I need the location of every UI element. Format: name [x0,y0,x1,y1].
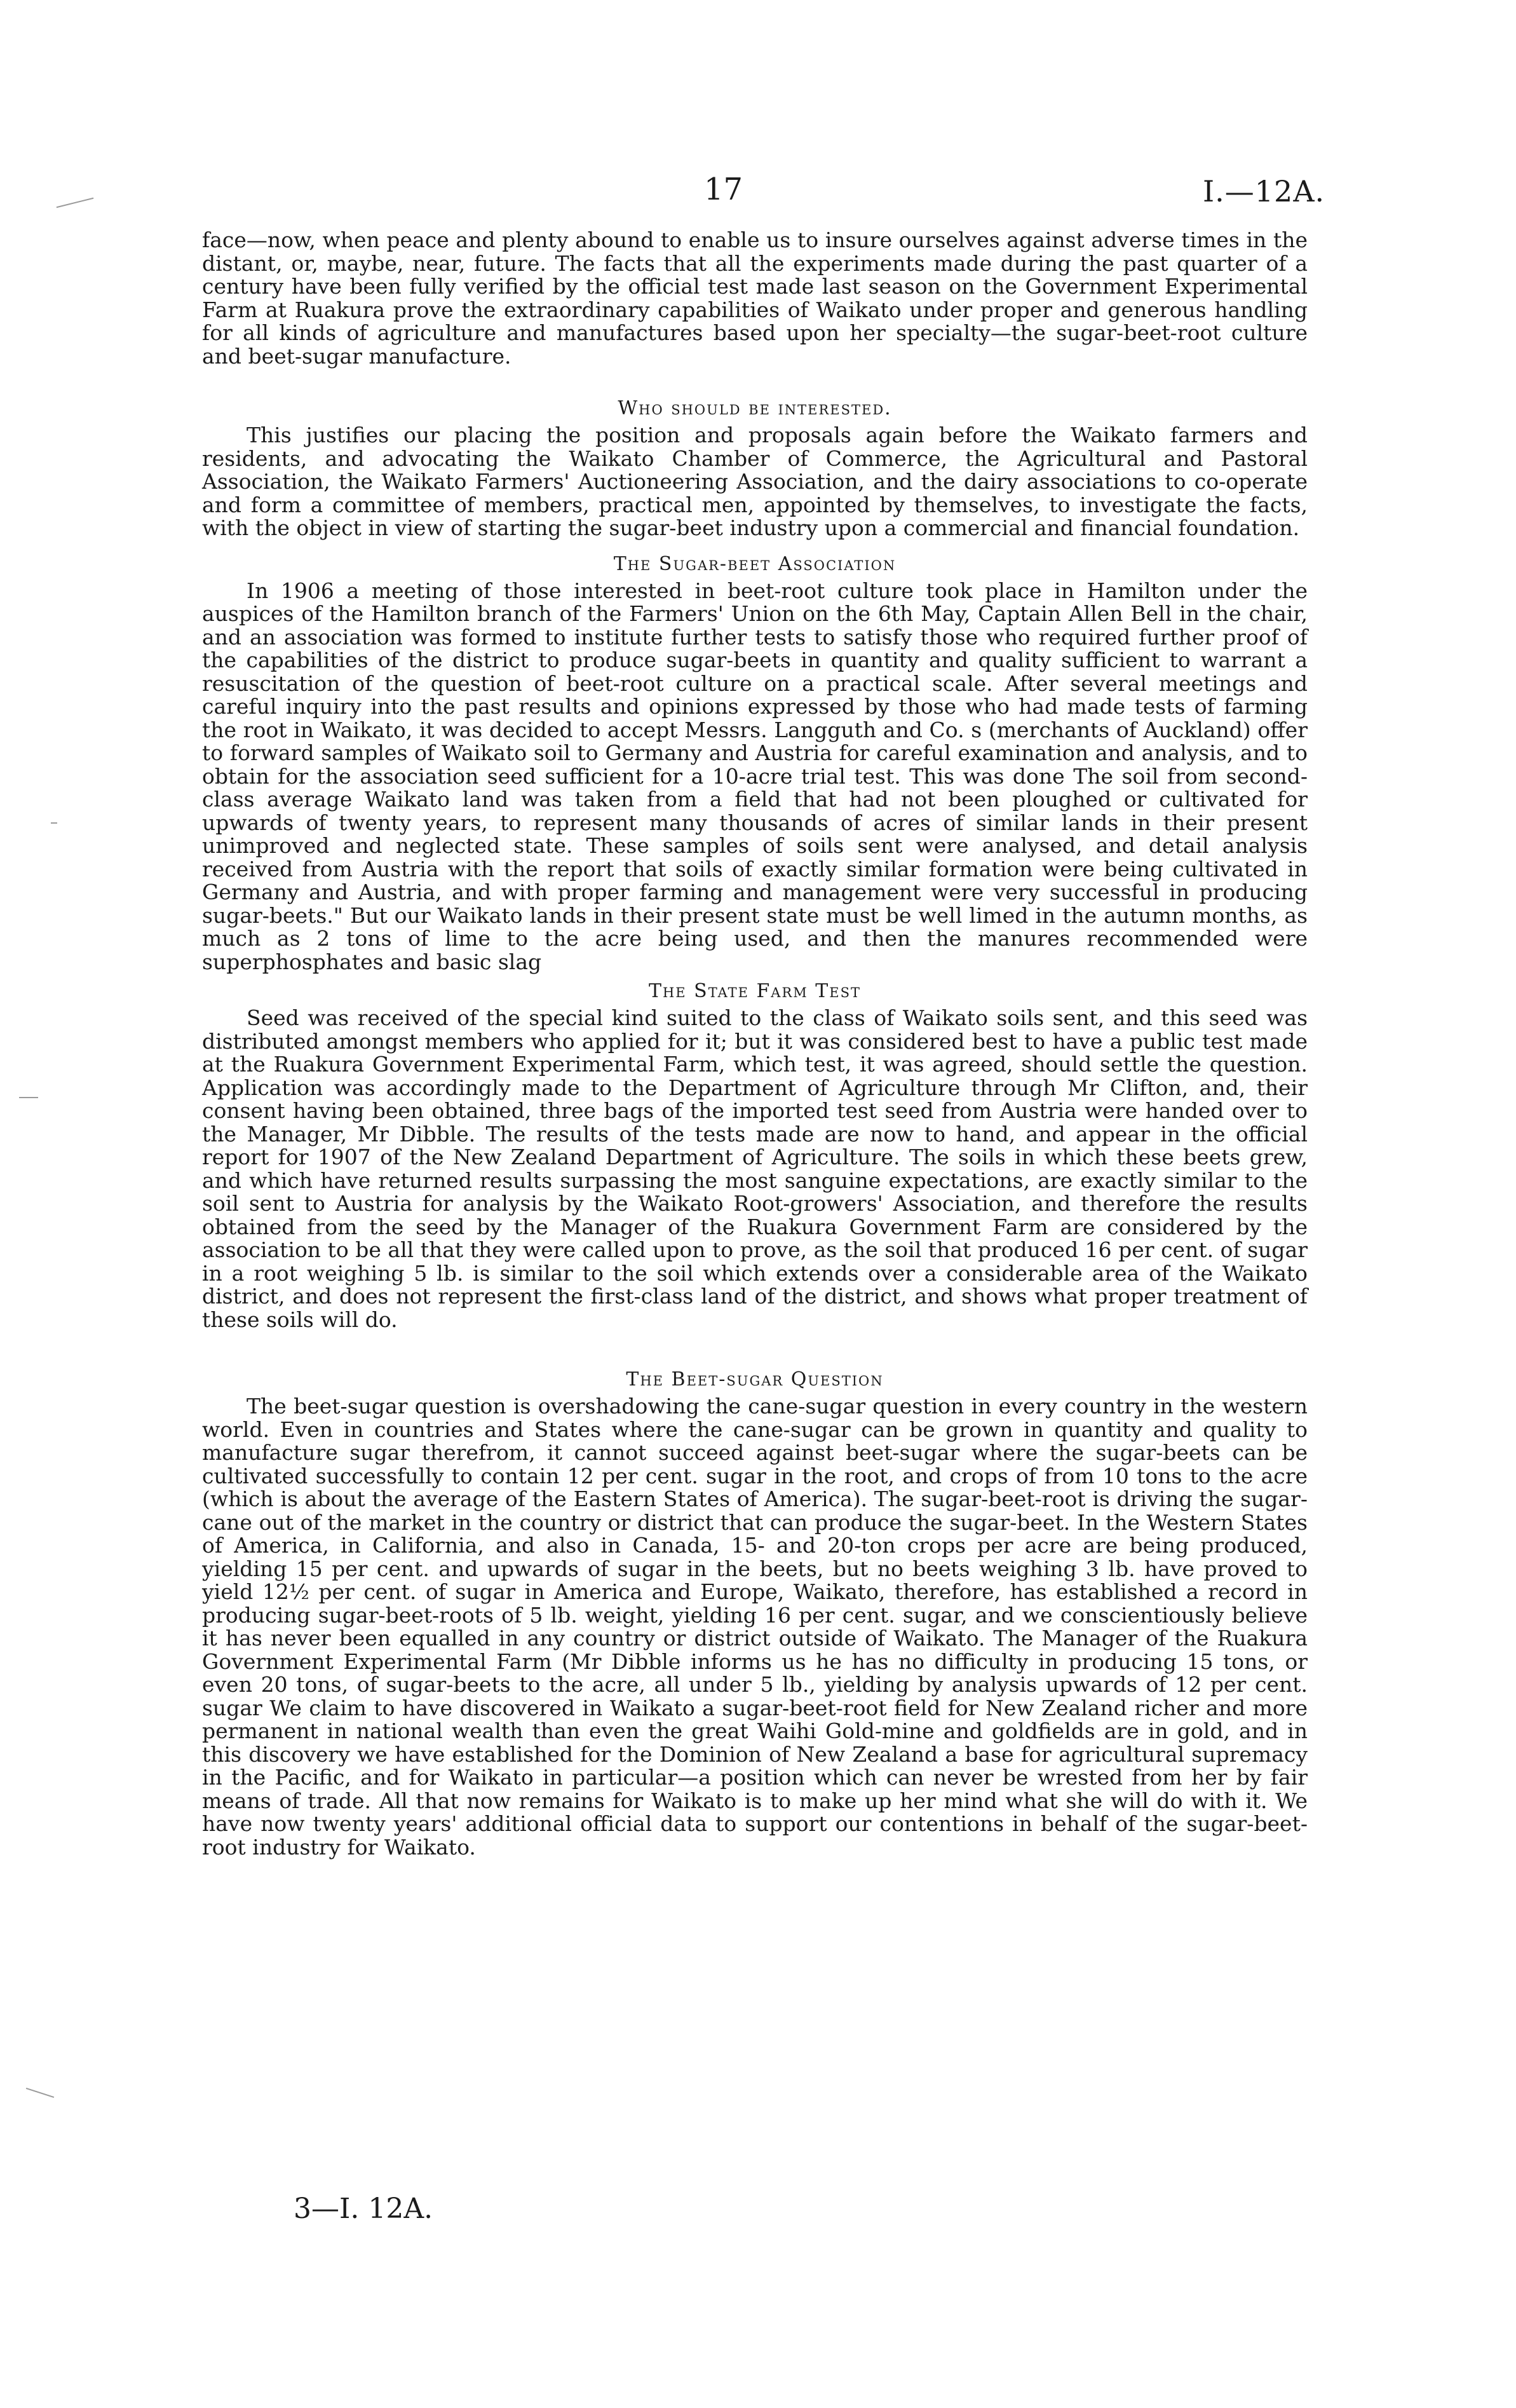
margin-scan-mark [51,822,57,824]
footer-signature-reference: 3—I. 12A. [294,2193,433,2225]
page-number: 17 [704,172,743,207]
document-body [202,229,1308,1859]
margin-scan-mark [57,198,94,208]
section-heading-who-should-be-interested: Who should be interested. [618,397,892,419]
section-heading-sugar-beet-association: The Sugar-beet Association [613,552,897,575]
margin-scan-mark [26,2088,54,2098]
document-reference: I.—12A. [1203,174,1325,208]
section-heading-state-farm-test: The State Farm Test [648,980,862,1002]
paragraph: In 1906 a meeting of those interested in beet-root culture took place in Hamilton under the auspices of the Hamilton branch of the Farmers' Union on the 6th May, Captain Allen Bell in the chair, and an association was formed to institute further tests to satisfy those who required further proof of the capabilities of the district to produce sugar-beets in quantity and quality sufficient to warrant a resuscitation of the question of beet-root culture on a practical scale. After several meetings and careful inquiry into the past results and opinions expressed by those who had made tests of farming the root in Waikato, it was decided to accept Messrs. Langguth and Co. s (merchants of Auckland) offer to forward samples of Waikato soil to Germany and Austria for careful examination and analysis, and to obtain for the association seed sufficient for a 10-acre trial test. This was done The soil from second-class average Waikato land was taken from a field that had not been ploughed or cultivated for upwards of twenty years, to represent many thousands of acres of similar lands in their present unimproved and neglected state. These samples of soils sent were analysed, and detail analysis received from Austria with the report that soils of exactly similar formation were being cultivated in Germany and Austria, and with proper farming and management were very successful in producing sugar-beets." But our Waikato lands in their present state must be well limed in the autumn months, as much as 2 tons of lime to the acre being used, and then the manures recommended were superphosphates and basic slag [202,578,1308,974]
paragraph: Seed was received of the special kind suited to the class of Waikato soils sent, and this seed was distributed amongst members who applied for it; but it was considered best to have a public test made at the Ruakura Government Experimental Farm, which test, it was agreed, should settle the question. Application was accordingly made to the Department of Agriculture through Mr Clifton, and, their consent having been obtained, three bags of the imported test seed from Austria were handed over to the Manager, Mr Dibble. The results of the tests made are now to hand, and appear in the official report for 1907 of the New Zealand Department of Agriculture. The soils in which these beets grew, and which have returned results surpassing the most sanguine expectations, are exactly similar to the soil sent to Austria for analysis by the Waikato Root-growers' Association, and therefore the results obtained from the seed by the Manager of the Ruakura Government Farm are considered by the association to be all that they were called upon to prove, as the soil that produced 16 per cent. of sugar in a root weighing 5 lb. is similar to the soil which extends over a considerable area of the Waikato district, and does not represent the first-class land of the district, and shows what proper treatment of these soils will do. [202,1005,1308,1332]
paragraph: This justifies our placing the position and proposals again before the Waikato farmers and residents, and advocating the Waikato Chamber of Commerce, the Agricultural and Pastoral Association, the Waikato Farmers' Auctioneering Association, and the dairy associations to co-operate and form a committee of members, practical men, appointed by themselves, to investigate the facts, with the object in view of starting the sugar-beet industry upon a commercial and financial foundation. [202,423,1308,540]
paragraph: The beet-sugar question is overshadowing the cane-sugar question in every country in the western world. Even in countries and States where the cane-sugar can be grown in quantity and quality to manufacture sugar therefrom, it cannot succeed against beet-sugar where the sugar-beets can be cultivated successfully to contain 12 per cent. sugar in the root, and crops of from 10 tons to the acre (which is about the average of the Eastern States of America). The sugar-beet-root is driving the sugar-cane out of the market in the country or district that can produce the sugar-beet. In the Western States of America, in California, and also in Canada, 15- and 20-ton crops per acre are being produced, yielding 15 per cent. and upwards of sugar in the beets, but no beets weighing 3 lb. have proved to yield 12½ per cent. of sugar in America and Europe, Waikato, therefore, has established a record in producing sugar-beet-roots of 5 lb. weight, yielding 16 per cent. sugar, and we conscientiously believe it has never been equalled in any country or district outside of Waikato. The Manager of the Ruakura Government Experimental Farm (Mr Dibble informs us he has no difficulty in producing 15 tons, or even 20 tons, of sugar-beets to the acre, all under 5 lb., yielding by analysis upwards of 12 per cent. sugar We claim to have discovered in Waikato a sugar-beet-root field for New Zealand richer and more permanent in national wealth than even the great Waihi Gold-mine and goldfields are in gold, and in this discovery we have established for the Dominion of New Zealand a base for agricultural supremacy in the Pacific, and for Waikato in particular—a position which can never be wrested from her by fair means of trade. All that now remains for Waikato is to make up her mind what she will do with it. We have now twenty years' additional official data to support our contentions in behalf of the sugar-beet-root industry for Waikato. [202,1394,1308,1860]
margin-scan-mark [19,1097,38,1098]
paragraph-continued: face—now, when peace and plenty abound to enable us to insure ourselves against adverse times in the distant, or, maybe, near, future. The facts that all the experiments made during the past quarter of a century have been fully verified by the official test made last season on the Government Experimental Farm at Ruakura prove the extraordinary capabilities of Waikato under proper and generous handling for all kinds of agriculture and manufactures based upon her specialty—the sugar-beet-root culture and beet-sugar manufacture. [202,228,1308,369]
section-heading-beet-sugar-question: The Beet-sugar Question [626,1368,884,1391]
